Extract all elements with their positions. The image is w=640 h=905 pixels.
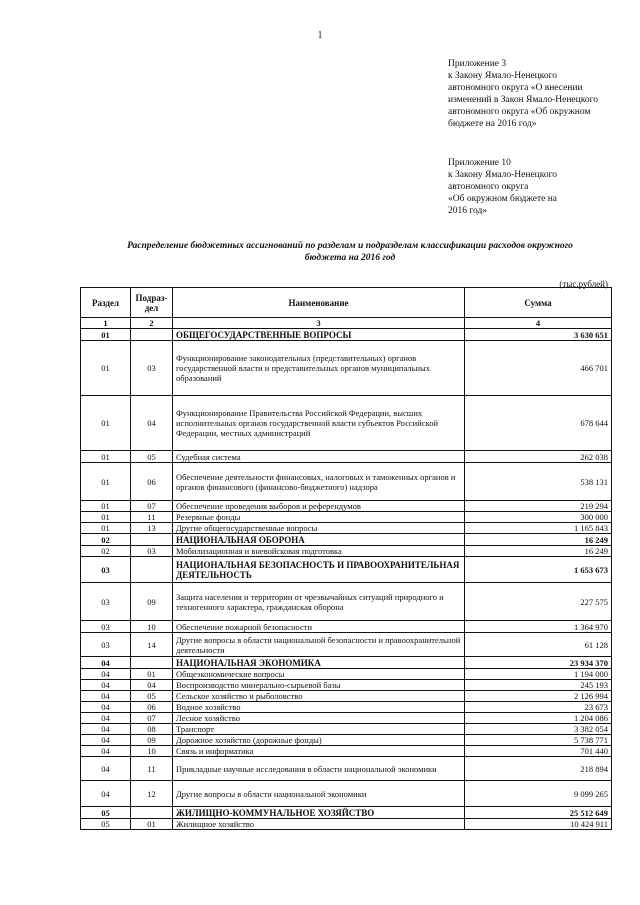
table-row bbox=[81, 807, 612, 819]
table-row bbox=[81, 819, 612, 830]
budget-table-body bbox=[81, 288, 612, 830]
cell-name: Функционирование Правительства Российской Федерации, высших исполнительных органов государственной власти субъектов Российской Федерации, местных администраций bbox=[173, 396, 465, 451]
cell-amount: 23 934 370 bbox=[465, 657, 612, 669]
table-row bbox=[81, 546, 612, 557]
table-row bbox=[81, 657, 612, 669]
cell-name: Мобилизационная и вневойсковая подготовка bbox=[173, 546, 465, 557]
table-row bbox=[81, 396, 612, 451]
cell-name: Жилищное хозяйство bbox=[173, 819, 465, 830]
cell-subsection bbox=[131, 657, 173, 669]
cell-amount: 678 644 bbox=[465, 396, 612, 451]
cell-subsection: 14 bbox=[131, 633, 173, 657]
annex-3-line: бюджете на 2016 год» bbox=[448, 119, 537, 129]
cell-section: 03 bbox=[81, 621, 131, 633]
annex-3-line: Приложение 3 bbox=[448, 59, 507, 69]
cell-subsection: 06 bbox=[131, 463, 173, 501]
cell-amount: 1 194 000 bbox=[465, 669, 612, 680]
budget-table bbox=[80, 287, 612, 830]
cell-amount: 61 128 bbox=[465, 633, 612, 657]
cell-subsection: 11 bbox=[131, 512, 173, 523]
cell-amount: 1 204 086 bbox=[465, 713, 612, 724]
cell-name: Сельское хозяйство и рыболовство bbox=[173, 691, 465, 702]
cell-amount: 227 575 bbox=[465, 583, 612, 621]
cell-name: Резервные фонды bbox=[173, 512, 465, 523]
document-title bbox=[90, 240, 610, 264]
cell-amount: 5 738 771 bbox=[465, 735, 612, 746]
column-number-row bbox=[81, 318, 612, 329]
cell-section: 04 bbox=[81, 757, 131, 781]
cell-section: 01 bbox=[81, 451, 131, 463]
table-row bbox=[81, 757, 612, 781]
annex-3-header bbox=[448, 58, 598, 130]
cell-amount: 3 382 054 bbox=[465, 724, 612, 735]
cell-amount: 23 673 bbox=[465, 702, 612, 713]
cell-section: 04 bbox=[81, 680, 131, 691]
cell-section: 04 bbox=[81, 713, 131, 724]
annex-10-line: Приложение 10 bbox=[448, 158, 511, 168]
cell-subsection: 09 bbox=[131, 583, 173, 621]
cell-section: 01 bbox=[81, 501, 131, 512]
cell-name: Обеспечение пожарной безопасности bbox=[173, 621, 465, 633]
table-row bbox=[81, 724, 612, 735]
table-row bbox=[81, 341, 612, 396]
table-row bbox=[81, 329, 612, 341]
table-row bbox=[81, 523, 612, 534]
cell-name: Функционирование законодательных (представительных) органов государственной власти и представительных органов муниципальных образований bbox=[173, 341, 465, 396]
cell-amount: 218 894 bbox=[465, 757, 612, 781]
annex-3-line: автономного округа «О внесении bbox=[448, 83, 583, 93]
cell-name: Транспорт bbox=[173, 724, 465, 735]
cell-subsection: 13 bbox=[131, 523, 173, 534]
cell-name: Лесное хозяйство bbox=[173, 713, 465, 724]
cell-section: 04 bbox=[81, 702, 131, 713]
cell-amount: 16 249 bbox=[465, 534, 612, 546]
cell-name: Водное хозяйство bbox=[173, 702, 465, 713]
cell-amount: 9 099 265 bbox=[465, 781, 612, 807]
cell-amount: 1 653 673 bbox=[465, 557, 612, 583]
cell-name: Другие вопросы в области национальной безопасности и правоохранительной деятельности bbox=[173, 633, 465, 657]
annex-3-line: к Закону Ямало-Ненецкого bbox=[448, 71, 558, 81]
cell-subsection: 04 bbox=[131, 396, 173, 451]
cell-section: 05 bbox=[81, 807, 131, 819]
title-line-1: Распределение бюджетных ассигнований по разделам и подразделам классификации расходов окружного bbox=[127, 241, 573, 251]
units-label: (тыс.рублей) bbox=[559, 279, 608, 289]
column-number: 2 bbox=[131, 318, 173, 329]
cell-subsection: 01 bbox=[131, 819, 173, 830]
title-line-2: бюджета на 2016 год bbox=[304, 253, 396, 263]
cell-section: 03 bbox=[81, 557, 131, 583]
cell-amount: 701 440 bbox=[465, 746, 612, 757]
annex-10-line: автономного округа bbox=[448, 182, 529, 192]
cell-section: 03 bbox=[81, 633, 131, 657]
table-row bbox=[81, 463, 612, 501]
header-section: Раздел bbox=[81, 288, 131, 318]
cell-amount: 300 000 bbox=[465, 512, 612, 523]
table-row bbox=[81, 713, 612, 724]
cell-name: Общеэкономические вопросы bbox=[173, 669, 465, 680]
cell-section: 01 bbox=[81, 523, 131, 534]
cell-section: 01 bbox=[81, 512, 131, 523]
cell-amount: 16 249 bbox=[465, 546, 612, 557]
table-row bbox=[81, 583, 612, 621]
header-subsection: Подраз-дел bbox=[131, 288, 173, 318]
table-row bbox=[81, 702, 612, 713]
table-row bbox=[81, 680, 612, 691]
table-row bbox=[81, 735, 612, 746]
cell-section: 04 bbox=[81, 746, 131, 757]
cell-name: Другие вопросы в области национальной экономики bbox=[173, 781, 465, 807]
cell-amount: 3 630 651 bbox=[465, 329, 612, 341]
cell-amount: 25 512 649 bbox=[465, 807, 612, 819]
cell-section: 05 bbox=[81, 819, 131, 830]
cell-section: 04 bbox=[81, 735, 131, 746]
column-number: 1 bbox=[81, 318, 131, 329]
cell-section: 02 bbox=[81, 546, 131, 557]
cell-amount: 10 424 911 bbox=[465, 819, 612, 830]
cell-subsection: 09 bbox=[131, 735, 173, 746]
table-row bbox=[81, 746, 612, 757]
cell-name: Связь и информатика bbox=[173, 746, 465, 757]
cell-name: ЖИЛИЩНО-КОММУНАЛЬНОЕ ХОЗЯЙСТВО bbox=[173, 807, 465, 819]
cell-section: 04 bbox=[81, 781, 131, 807]
cell-section: 03 bbox=[81, 583, 131, 621]
cell-name: Прикладные научные исследования в области национальной экономики bbox=[173, 757, 465, 781]
cell-subsection: 03 bbox=[131, 341, 173, 396]
cell-section: 01 bbox=[81, 463, 131, 501]
header-name: Наименование bbox=[173, 288, 465, 318]
cell-section: 01 bbox=[81, 341, 131, 396]
cell-name: Судебная система bbox=[173, 451, 465, 463]
cell-subsection bbox=[131, 534, 173, 546]
table-row bbox=[81, 512, 612, 523]
cell-name: Обеспечение деятельности финансовых, налоговых и таможенных органов и органов финансового (финансово-бюджетного) надзора bbox=[173, 463, 465, 501]
cell-section: 02 bbox=[81, 534, 131, 546]
cell-subsection: 10 bbox=[131, 621, 173, 633]
cell-subsection bbox=[131, 557, 173, 583]
annex-10-header bbox=[448, 157, 557, 217]
cell-subsection: 12 bbox=[131, 781, 173, 807]
cell-amount: 1 165 843 bbox=[465, 523, 612, 534]
column-number: 4 bbox=[465, 318, 612, 329]
cell-section: 04 bbox=[81, 669, 131, 680]
cell-subsection bbox=[131, 807, 173, 819]
page-number: 1 bbox=[317, 30, 323, 41]
table-header-row bbox=[81, 288, 612, 318]
table-row bbox=[81, 451, 612, 463]
cell-amount: 219 294 bbox=[465, 501, 612, 512]
cell-amount: 466 701 bbox=[465, 341, 612, 396]
table-row bbox=[81, 669, 612, 680]
cell-section: 01 bbox=[81, 396, 131, 451]
cell-name: Обеспечение проведения выборов и референдумов bbox=[173, 501, 465, 512]
annex-3-line: автономного округа «Об окружном bbox=[448, 107, 591, 117]
table-row bbox=[81, 691, 612, 702]
header-amount: Сумма bbox=[465, 288, 612, 318]
cell-section: 04 bbox=[81, 691, 131, 702]
cell-subsection: 08 bbox=[131, 724, 173, 735]
cell-name: Другие общегосударственные вопросы bbox=[173, 523, 465, 534]
cell-name: НАЦИОНАЛЬНАЯ ЭКОНОМИКА bbox=[173, 657, 465, 669]
table-row bbox=[81, 534, 612, 546]
cell-name: НАЦИОНАЛЬНАЯ ОБОРОНА bbox=[173, 534, 465, 546]
cell-subsection: 07 bbox=[131, 713, 173, 724]
cell-subsection: 10 bbox=[131, 746, 173, 757]
cell-section: 01 bbox=[81, 329, 131, 341]
table-row bbox=[81, 621, 612, 633]
cell-subsection: 03 bbox=[131, 546, 173, 557]
cell-amount: 538 131 bbox=[465, 463, 612, 501]
cell-amount: 1 364 970 bbox=[465, 621, 612, 633]
table-row bbox=[81, 501, 612, 512]
cell-subsection: 01 bbox=[131, 669, 173, 680]
cell-name: ОБЩЕГОСУДАРСТВЕННЫЕ ВОПРОСЫ bbox=[173, 329, 465, 341]
cell-subsection: 07 bbox=[131, 501, 173, 512]
annex-3-line: изменений в Закон Ямало-Ненецкого bbox=[448, 95, 599, 105]
column-number: 3 bbox=[173, 318, 465, 329]
cell-subsection: 05 bbox=[131, 691, 173, 702]
table-row bbox=[81, 781, 612, 807]
cell-amount: 245 193 bbox=[465, 680, 612, 691]
table-row bbox=[81, 633, 612, 657]
cell-subsection: 04 bbox=[131, 680, 173, 691]
cell-name: НАЦИОНАЛЬНАЯ БЕЗОПАСНОСТЬ И ПРАВООХРАНИТЕЛЬНАЯ ДЕЯТЕЛЬНОСТЬ bbox=[173, 557, 465, 583]
cell-section: 04 bbox=[81, 657, 131, 669]
annex-10-line: 2016 год» bbox=[448, 206, 488, 216]
cell-amount: 2 126 994 bbox=[465, 691, 612, 702]
cell-name: Дорожное хозяйство (дорожные фонды) bbox=[173, 735, 465, 746]
table-row bbox=[81, 557, 612, 583]
cell-amount: 262 038 bbox=[465, 451, 612, 463]
cell-name: Защита населения и территории от чрезвычайных ситуаций природного и техногенного характера, гражданская оборона bbox=[173, 583, 465, 621]
cell-section: 04 bbox=[81, 724, 131, 735]
cell-subsection bbox=[131, 329, 173, 341]
annex-10-line: «Об окружном бюджете на bbox=[448, 194, 558, 204]
cell-subsection: 11 bbox=[131, 757, 173, 781]
cell-name: Воспроизводство минерально-сырьевой базы bbox=[173, 680, 465, 691]
cell-subsection: 06 bbox=[131, 702, 173, 713]
annex-10-line: к Закону Ямало-Ненецкого bbox=[448, 170, 558, 180]
cell-subsection: 05 bbox=[131, 451, 173, 463]
